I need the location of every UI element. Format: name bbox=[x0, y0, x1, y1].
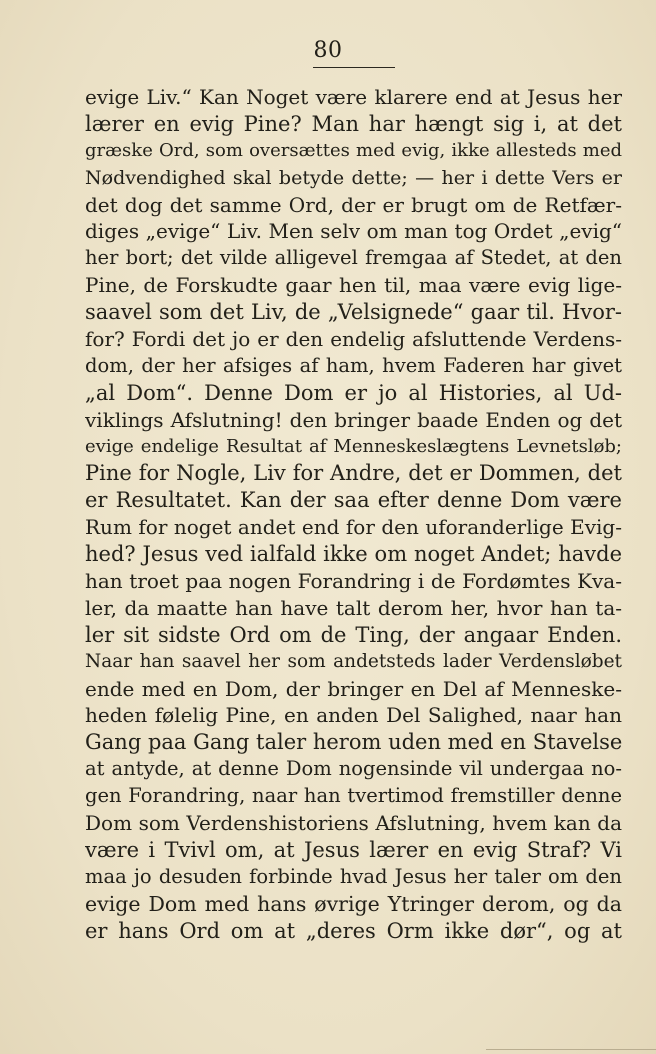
text-line: Gang paa Gang taler herom uden med en Stavelse bbox=[85, 730, 622, 755]
text-line: lærer en evig Pine? Man har hængt sig i, at det bbox=[85, 111, 622, 136]
text-line: han troet paa nogen Forandring i de Fordømtes Kva- bbox=[85, 569, 622, 594]
text-line: „al Dom“. Denne Dom er jo al Histories, al Ud- bbox=[85, 380, 622, 405]
text-line: heden følelig Pine, en anden Del Salighed, naar han bbox=[85, 703, 622, 728]
header-rule bbox=[313, 67, 395, 68]
text-line: ende med en Dom, der bringer en Del af Menneske- bbox=[85, 676, 622, 701]
text-line: her bort; det vilde alligevel fremgaa af Stedet, at den bbox=[85, 246, 622, 270]
text-line: være i Tvivl om, at Jesus lærer en evig Straf? Vi bbox=[85, 837, 622, 862]
text-line: græske Ord, som oversættes med evig, ikke allesteds med bbox=[85, 139, 622, 161]
text-line: Pine for Nogle, Liv for Andre, det er Dommen, det bbox=[85, 461, 622, 486]
text-line: evige endelige Resultat af Menneskeslægtens Levnetsløb; bbox=[85, 435, 622, 457]
text-line: Naar han saavel her som andetsteds lader Verdensløbet bbox=[85, 650, 622, 672]
text-line: gen Forandring, naar han tvertimod fremstiller denne bbox=[85, 784, 622, 808]
text-line: at antyde, at denne Dom nogensinde vil undergaa no- bbox=[85, 757, 622, 781]
text-line: maa jo desuden forbinde hvad Jesus her taler om den bbox=[85, 864, 622, 888]
text-line: hed? Jesus ved ialfald ikke om noget Andet; havde bbox=[85, 542, 622, 567]
text-line: det dog det samme Ord, der er brugt om de Retfær- bbox=[85, 192, 622, 217]
text-line: dom, der her afsiges af ham, hvem Faderen har givet bbox=[85, 353, 622, 377]
text-line: evige Dom med hans øvrige Ytringer derom, og da bbox=[85, 891, 622, 916]
text-line: saavel som det Liv, de „Velsignede“ gaar til. Hvor- bbox=[85, 300, 622, 325]
text-line: diges „evige“ Liv. Men selv om man tog Ordet „evig“ bbox=[85, 219, 622, 244]
body-text bbox=[85, 84, 622, 945]
page-edge bbox=[486, 1049, 656, 1054]
text-line: evige Liv.“ Kan Noget være klarere end at Jesus her bbox=[85, 85, 622, 109]
text-line: Rum for noget andet end for den uforanderlige Evig- bbox=[85, 515, 622, 540]
text-line: Dom som Verdenshistoriens Afslutning, hvem kan da bbox=[85, 811, 622, 836]
text-line: viklings Afslutning! den bringer baade Enden og det bbox=[85, 407, 622, 432]
text-line: ler sit sidste Ord om de Ting, der angaar Enden. bbox=[85, 622, 622, 647]
text-line: Nødvendighed skal betyde dette; — her i dette Vers er bbox=[85, 166, 622, 189]
text-line: er Resultatet. Kan der saa efter denne Dom være bbox=[85, 488, 622, 513]
page-number: 80 bbox=[313, 38, 343, 63]
text-line: for? Fordi det jo er den endelig afsluttende Verdens- bbox=[85, 327, 622, 352]
text-line: Pine, de Forskudte gaar hen til, maa være evig lige- bbox=[85, 273, 622, 298]
text-line: ler, da maatte han have talt derom her, hvor han ta- bbox=[85, 595, 622, 620]
text-line: er hans Ord om at „deres Orm ikke dør“, og at bbox=[85, 918, 622, 943]
